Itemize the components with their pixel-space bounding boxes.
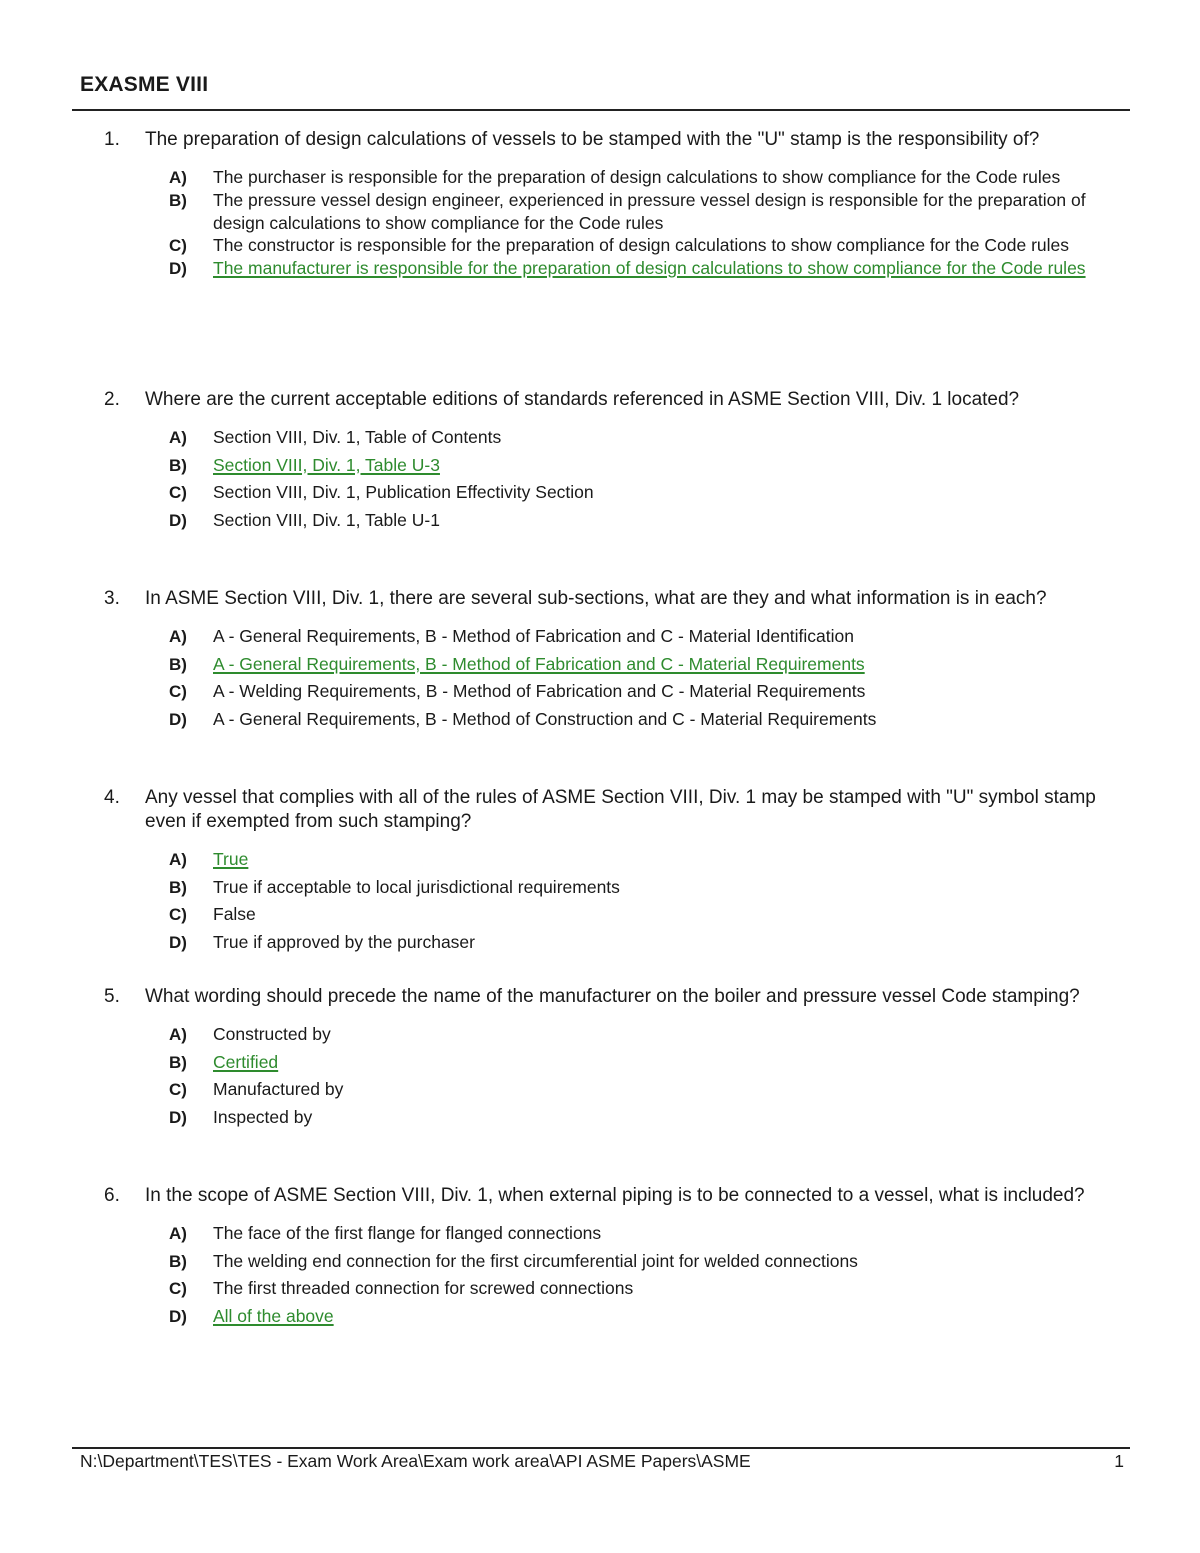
option-letter: C) (169, 1279, 187, 1298)
question-6 (72, 1184, 1130, 1332)
option-d (169, 708, 1130, 731)
option-letter: C) (169, 483, 187, 502)
footer-divider (72, 1447, 1130, 1449)
answer-options (169, 848, 1130, 954)
option-b (169, 876, 1130, 899)
option-b-correct (169, 1051, 1130, 1074)
option-letter: C) (169, 236, 187, 255)
option-d-correct (169, 1305, 1130, 1328)
option-letter: C) (169, 905, 187, 924)
answer-options (169, 625, 1130, 731)
question-text: In ASME Section VIII, Div. 1, there are several sub-sections, what are they and what information is in each? (145, 588, 1047, 609)
option-letter: A) (169, 627, 187, 646)
option-letter: D) (169, 259, 187, 278)
option-text: A - Welding Requirements, B - Method of Fabrication and C - Material Requirements (213, 681, 866, 701)
option-a (169, 166, 1130, 189)
option-a (169, 625, 1130, 648)
option-letter: A) (169, 1025, 187, 1044)
question-text: Any vessel that complies with all of the rules of ASME Section VIII, Div. 1 may be stamped with "U" symbol stamp even if exempted from such stamping? (145, 787, 1096, 832)
option-b-correct (169, 454, 1130, 477)
option-letter: D) (169, 932, 187, 952)
question-text: In the scope of ASME Section VIII, Div. 1, when external piping is to be connected to a vessel, what is included? (145, 1185, 1085, 1206)
option-text: The welding end connection for the first circumferential joint for welded connections (213, 1250, 858, 1271)
option-text: The manufacturer is responsible for the preparation of design calculations to show compliance for the Code rules (213, 258, 1086, 278)
option-text: True (213, 849, 249, 869)
option-text: Manufactured by (213, 1079, 344, 1099)
option-c (169, 680, 1130, 703)
answer-options (169, 1222, 1130, 1328)
option-text: Inspected by (213, 1106, 313, 1127)
option-c (169, 903, 1130, 926)
question-number: 4. (104, 787, 120, 808)
question-2 (72, 388, 1130, 536)
option-b (169, 1250, 1130, 1273)
option-text: A - General Requirements, B - Method of Fabrication and C - Material Identification (213, 626, 854, 646)
option-text: Section VIII, Div. 1, Table U-3 (213, 454, 440, 475)
option-b-correct (169, 653, 1130, 676)
page-title: EXASME VIII (80, 73, 209, 96)
option-text: All of the above (213, 1305, 334, 1326)
question-number: 3. (104, 588, 120, 609)
option-text: Certified (213, 1051, 279, 1072)
option-c (169, 481, 1130, 504)
question-number: 1. (104, 129, 120, 150)
option-d (169, 509, 1130, 532)
footer-file-path: N:\Department\TES\TES - Exam Work Area\Exam work area\API ASME Papers\ASME (80, 1451, 751, 1471)
question-number: 2. (104, 389, 120, 410)
option-letter: B) (169, 191, 187, 210)
page-number: 1 (1114, 1451, 1124, 1471)
question-5 (72, 985, 1130, 1133)
option-a (169, 1023, 1130, 1046)
option-d (169, 931, 1130, 954)
question-4 (72, 786, 1130, 958)
option-letter: B) (169, 1251, 187, 1271)
option-text: True if acceptable to local jurisdictional requirements (213, 876, 620, 897)
option-text: True if approved by the purchaser (213, 931, 475, 952)
question-number: 5. (104, 986, 120, 1007)
header-divider (72, 109, 1130, 111)
question-text: What wording should precede the name of the manufacturer on the boiler and pressure vessel Code stamping? (145, 986, 1080, 1007)
option-b (169, 189, 1130, 234)
answer-options (169, 1023, 1130, 1129)
question-text: The preparation of design calculations of vessels to be stamped with the "U" stamp is the responsibility of? (145, 129, 1040, 150)
option-a (169, 426, 1130, 449)
option-d (169, 1106, 1130, 1129)
option-c (169, 1078, 1130, 1101)
option-letter: D) (169, 510, 187, 530)
option-text: The constructor is responsible for the preparation of design calculations to show compliance for the Code rules (213, 235, 1070, 255)
option-text: The first threaded connection for screwed connections (213, 1278, 634, 1298)
option-text: A - General Requirements, B - Method of Fabrication and C - Material Requirements (213, 653, 865, 674)
option-text: Section VIII, Div. 1, Publication Effectivity Section (213, 482, 594, 502)
answer-options (169, 166, 1130, 280)
question-1 (72, 128, 1130, 280)
option-letter: B) (169, 455, 187, 475)
question-text: Where are the current acceptable editions of standards referenced in ASME Section VIII, Div. 1 located? (145, 389, 1020, 410)
option-a-correct (169, 848, 1130, 871)
option-text: The purchaser is responsible for the preparation of design calculations to show compliance for the Code rules (213, 167, 1061, 187)
option-letter: D) (169, 1306, 187, 1326)
option-letter: B) (169, 1052, 187, 1072)
option-letter: B) (169, 877, 187, 897)
option-text: Constructed by (213, 1024, 331, 1044)
option-d-correct (169, 257, 1130, 280)
option-letter: C) (169, 1080, 187, 1099)
option-letter: C) (169, 682, 187, 701)
answer-options (169, 426, 1130, 532)
option-text: Section VIII, Div. 1, Table of Contents (213, 427, 502, 447)
option-letter: A) (169, 850, 187, 869)
option-a (169, 1222, 1130, 1245)
option-text: Section VIII, Div. 1, Table U-1 (213, 509, 440, 530)
option-letter: A) (169, 168, 187, 187)
option-letter: A) (169, 428, 187, 447)
question-3 (72, 587, 1130, 735)
option-text: The pressure vessel design engineer, experienced in pressure vessel design is responsible for the preparation of design calculations to show compliance for the Code rules (213, 190, 1086, 233)
option-c (169, 234, 1130, 257)
option-text: The face of the first flange for flanged connections (213, 1223, 602, 1243)
option-text: False (213, 904, 256, 924)
option-c (169, 1277, 1130, 1300)
option-text: A - General Requirements, B - Method of Construction and C - Material Requirements (213, 708, 877, 729)
question-number: 6. (104, 1185, 120, 1206)
option-letter: D) (169, 1107, 187, 1127)
option-letter: D) (169, 709, 187, 729)
option-letter: A) (169, 1224, 187, 1243)
option-letter: B) (169, 654, 187, 674)
